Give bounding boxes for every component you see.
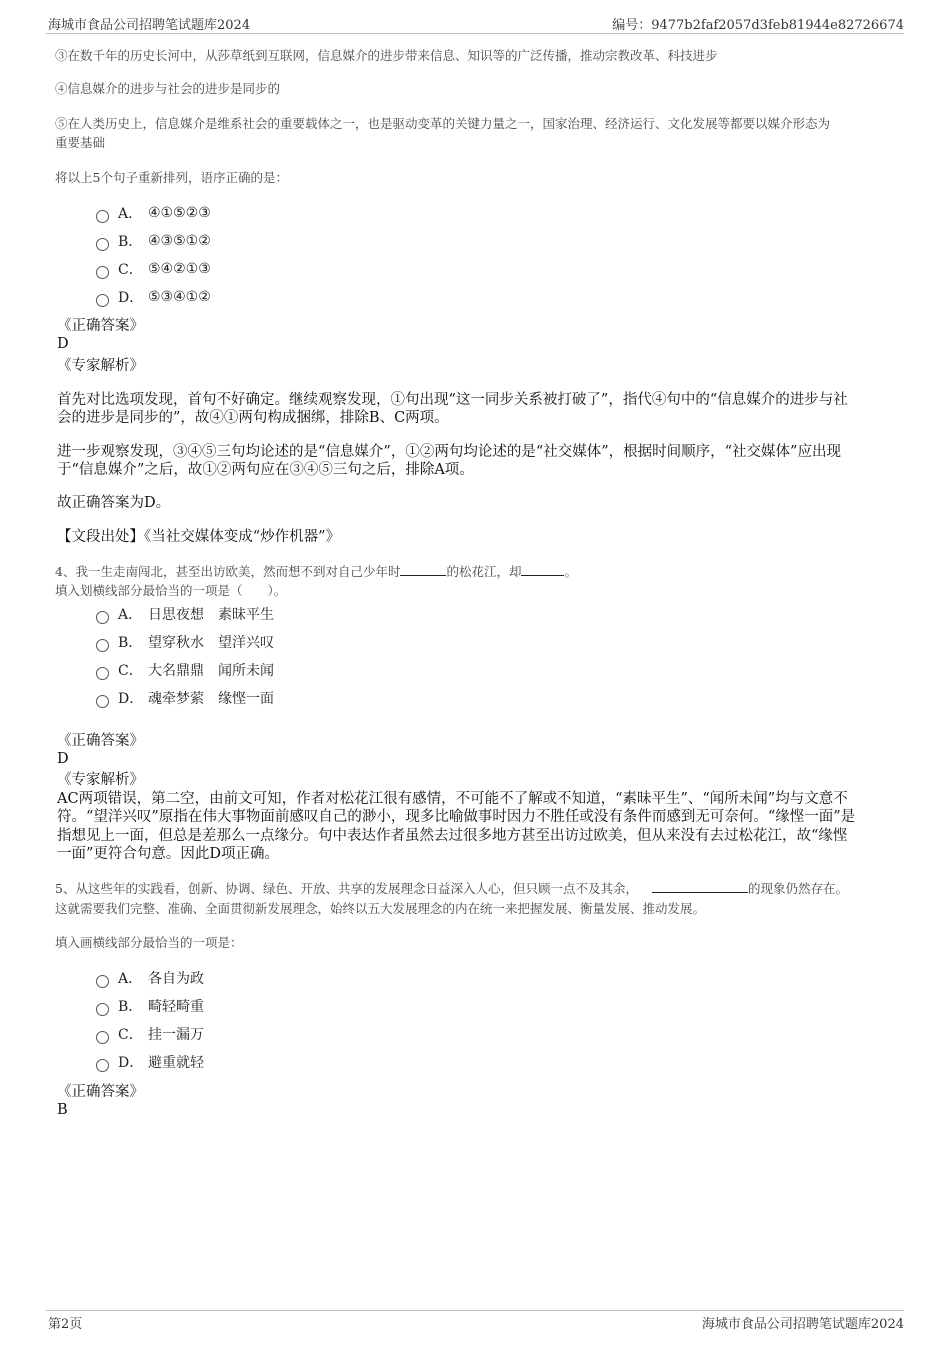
q3-option-c[interactable]: C． ⑤④②①③ <box>96 259 211 279</box>
q5-option-c[interactable]: C． 挂一漏万 <box>96 1024 204 1044</box>
radio-icon[interactable] <box>96 611 109 624</box>
radio-icon[interactable] <box>96 975 109 988</box>
q3-analysis-p1-line-2: 会的进步是同步的”，故④①两句构成捆绑，排除B、C两项。 <box>57 410 449 426</box>
radio-icon[interactable] <box>96 294 109 307</box>
q3-option-d[interactable]: D． ⑤③④①② <box>96 287 211 307</box>
q3-answer: D <box>57 336 69 352</box>
radio-icon[interactable] <box>96 1059 109 1072</box>
q3-analysis-conclusion: 故正确答案为D。 <box>57 495 171 511</box>
q4-analysis-line-1: AC两项错误，第二空，由前文可知，作者对松花江很有感情，不可能不了解或不知道，“素昧平生”、“闻所未闻”均与文意不 <box>57 791 848 807</box>
q3-option-a[interactable]: A． ④①⑤②③ <box>96 203 211 223</box>
q4-option-d[interactable]: D． 魂牵梦萦 缘悭一面 <box>96 688 274 708</box>
q5-blank <box>652 880 748 893</box>
header-title: 海城市食品公司招聘笔试题库2024 <box>48 18 251 33</box>
radio-icon[interactable] <box>96 210 109 223</box>
q3-answer-label: 《正确答案》 <box>57 318 144 334</box>
radio-icon[interactable] <box>96 667 109 680</box>
q5-stem-line-1: 5、从这些年的实践看，创新、协调、绿色、开放、共享的发展理念日益深入人心，但只顾一点不及其余， 的现象仍然存在。 <box>55 881 848 896</box>
radio-icon[interactable] <box>96 238 109 251</box>
q4-blank-1 <box>400 563 446 576</box>
q3-prompt: 将以上5个句子重新排列，语序正确的是： <box>55 170 288 185</box>
q3-sentence-5-line-1: ⑤在人类历史上，信息媒介是维系社会的重要载体之一，也是驱动变革的关键力量之一，国家治理、经济运行、文化发展等都要以媒介形态为 <box>55 116 831 131</box>
q4-blank-2 <box>521 563 564 576</box>
radio-icon[interactable] <box>96 266 109 279</box>
q3-analysis-label: 《专家解析》 <box>57 358 144 374</box>
q4-option-b[interactable]: B． 望穿秋水 望洋兴叹 <box>96 632 274 652</box>
q4-stem: 4、我一生走南闯北，甚至出访欧美，然而想不到对自己少年时 的松花江，却 。 <box>55 564 577 579</box>
radio-icon[interactable] <box>96 695 109 708</box>
q5-stem-line-2: 这就需要我们完整、准确、全面贯彻新发展理念，始终以五大发展理念的内在统一来把握发展、衡量发展、推动发展。 <box>55 901 706 916</box>
q5-option-a[interactable]: A． 各自为政 <box>96 968 204 988</box>
q4-option-a[interactable]: A． 日思夜想 素昧平生 <box>96 604 274 624</box>
q4-analysis-line-4: 一面”更符合句意。因此D项正确。 <box>57 846 280 862</box>
q5-answer-label: 《正确答案》 <box>57 1084 144 1100</box>
q3-sentence-5-line-2: 重要基础 <box>55 135 106 150</box>
q4-answer-label: 《正确答案》 <box>57 733 144 749</box>
header-divider <box>46 33 904 34</box>
q5-answer: B <box>57 1102 68 1118</box>
q4-analysis-line-2: 符。“望洋兴叹”原指在伟大事物面前感叹自己的渺小，现多比喻做事时因力不胜任或没有条件而感到无可奈何。“缘悭一面”是 <box>57 809 856 825</box>
q5-option-d[interactable]: D． 避重就轻 <box>96 1052 204 1072</box>
q3-sentence-3: ③在数千年的历史长河中，从莎草纸到互联网，信息媒介的进步带来信息、知识等的广泛传播，推动宗教改革、科技进步 <box>55 48 718 63</box>
radio-icon[interactable] <box>96 1003 109 1016</box>
page-number: 第2页 <box>48 1317 83 1332</box>
q4-prompt: 填入划横线部分最恰当的一项是（ ）。 <box>55 583 287 598</box>
q3-sentence-4: ④信息媒介的进步与社会的进步是同步的 <box>55 81 281 96</box>
footer-title: 海城市食品公司招聘笔试题库2024 <box>701 1317 904 1332</box>
q4-answer: D <box>57 751 69 767</box>
q4-analysis-label: 《专家解析》 <box>57 772 144 788</box>
radio-icon[interactable] <box>96 1031 109 1044</box>
document-code: 编号：9477b2faf2057d3feb81944e82726674 <box>612 18 904 33</box>
q4-option-c[interactable]: C． 大名鼎鼎 闻所未闻 <box>96 660 274 680</box>
footer-divider <box>46 1310 904 1311</box>
q3-analysis-p1-line-1: 首先对比选项发现，首句不好确定。继续观察发现，①句出现“这一同步关系被打破了”，指代④句中的“信息媒介的进步与社 <box>57 392 848 408</box>
radio-icon[interactable] <box>96 639 109 652</box>
q5-option-b[interactable]: B． 畸轻畸重 <box>96 996 204 1016</box>
q3-analysis-p2-line-2: 于“信息媒介”之后，故①②两句应在③④⑤三句之后，排除A项。 <box>57 462 474 478</box>
q3-analysis-p2-line-1: 进一步观察发现，③④⑤三句均论述的是“信息媒介”，①②两句均论述的是“社交媒体”，根据时间顺序，“社交媒体”应出现 <box>57 444 841 460</box>
q5-prompt: 填入画横线部分最恰当的一项是： <box>55 935 243 950</box>
q3-source: 【文段出处】《当社交媒体变成“炒作机器”》 <box>57 529 341 545</box>
q4-analysis-line-3: 指想见上一面，但总是差那么一点缘分。句中表达作者虽然去过很多地方甚至出访过欧美，但从来没有去过松花江，故“缘悭 <box>57 828 848 844</box>
q3-option-b[interactable]: B． ④③⑤①② <box>96 231 211 251</box>
